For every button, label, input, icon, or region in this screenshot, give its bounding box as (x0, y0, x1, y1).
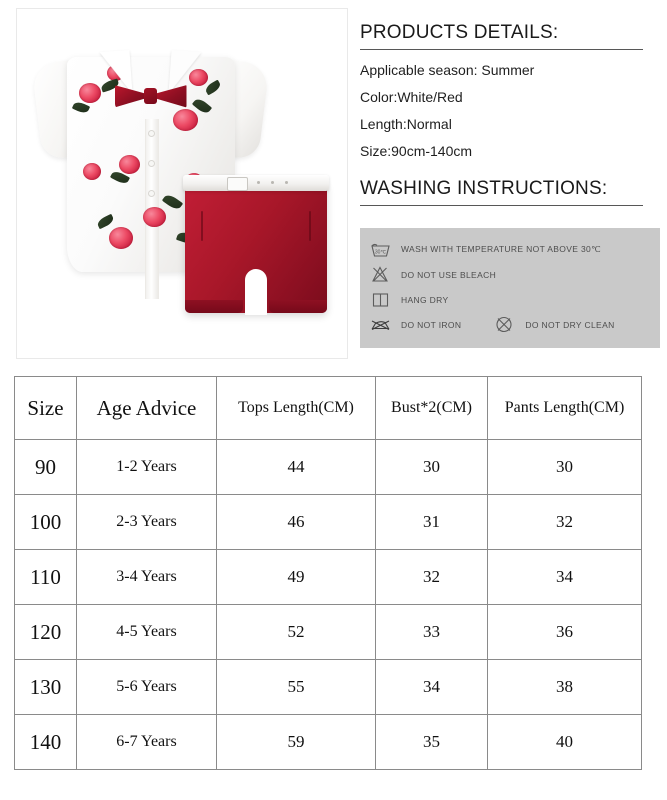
cell-pants: 40 (488, 715, 642, 770)
bow-tie (115, 83, 187, 109)
cell-bust: 32 (376, 550, 488, 605)
cell-bust: 33 (376, 605, 488, 660)
shirt-button (149, 161, 154, 166)
cell-bust: 30 (376, 440, 488, 495)
belt-buckle (227, 177, 248, 191)
washing-instructions-heading: WASHING INSTRUCTIONS: (360, 178, 608, 199)
leaf-motif (162, 192, 183, 211)
washing-symbols-panel (360, 228, 660, 348)
table-row (15, 715, 642, 770)
spec-size-range: Size:90cm-140cm (360, 143, 473, 159)
bow-tie-knot (144, 88, 157, 104)
washing-instructions-block (360, 178, 660, 206)
hang-dry-square-icon (369, 291, 391, 309)
shorts-pocket-right (309, 211, 311, 241)
cell-age: 5-6 Years (77, 660, 217, 715)
shirt-button (149, 131, 154, 136)
rose-motif (83, 163, 101, 180)
wash-instruction-label: DO NOT DRY CLEAN (525, 319, 615, 330)
table-row (15, 605, 642, 660)
cell-tops: 52 (217, 605, 376, 660)
product-photo-stage (17, 9, 347, 358)
cell-size: 90 (15, 440, 77, 495)
bow-tie-left-wing (115, 83, 147, 109)
product-photo (16, 8, 348, 359)
cell-bust: 34 (376, 660, 488, 715)
table-row (15, 495, 642, 550)
cell-age: 3-4 Years (77, 550, 217, 605)
table-header-row (15, 377, 642, 440)
rose-motif (79, 83, 101, 103)
do-not-iron-icon (369, 316, 391, 334)
product-overview-section (0, 0, 667, 360)
shorts-pocket-left (201, 211, 203, 241)
svg-text:30℃: 30℃ (374, 248, 386, 255)
cell-age: 2-3 Years (77, 495, 217, 550)
wash-instruction-label: WASH WITH TEMPERATURE NOT ABOVE 30℃ (401, 244, 602, 254)
belt-hole (285, 181, 288, 184)
cell-tops: 55 (217, 660, 376, 715)
column-header-bust: Bust*2(CM) (376, 377, 488, 440)
no-bleach-triangle-icon (369, 266, 391, 284)
wash-instruction-label: DO NOT USE BLEACH (401, 269, 497, 280)
cell-pants: 36 (488, 605, 642, 660)
cell-pants: 34 (488, 550, 642, 605)
cell-age: 1-2 Years (77, 440, 217, 495)
cell-size: 120 (15, 605, 77, 660)
cell-tops: 59 (217, 715, 376, 770)
cell-bust: 31 (376, 495, 488, 550)
do-not-dry-clean-icon (493, 316, 515, 334)
cell-size: 100 (15, 495, 77, 550)
size-chart-table (14, 376, 642, 770)
cell-size: 110 (15, 550, 77, 605)
cell-pants: 32 (488, 495, 642, 550)
wash-instruction-label: DO NOT IRON (401, 319, 462, 330)
wash-instruction-row (360, 287, 660, 312)
heading-divider (360, 49, 643, 50)
rose-motif (173, 109, 198, 131)
products-details-heading: PRODUCTS DETAILS: (360, 22, 559, 43)
shorts-hem-right (269, 300, 327, 313)
spec-length: Length:Normal (360, 116, 452, 132)
spec-color: Color:White/Red (360, 89, 463, 105)
wash-instruction-row (360, 262, 660, 287)
belt-hole (257, 181, 260, 184)
shorts-body (185, 181, 327, 313)
shorts-hem-left (185, 300, 243, 313)
column-header-age: Age Advice (77, 377, 217, 440)
wash-instruction-row (360, 237, 660, 262)
column-header-pants: Pants Length(CM) (488, 377, 642, 440)
wash-tub-30c-icon (369, 241, 391, 259)
leaf-motif (96, 214, 115, 230)
table-row (15, 550, 642, 605)
cell-bust: 35 (376, 715, 488, 770)
product-details-block (360, 22, 660, 206)
cell-tops: 49 (217, 550, 376, 605)
shorts-inseam-gap (245, 269, 267, 315)
table-row (15, 660, 642, 715)
rose-motif (119, 155, 140, 174)
cell-size: 130 (15, 660, 77, 715)
cell-size: 140 (15, 715, 77, 770)
washing-heading-divider (360, 205, 643, 206)
dry-clean-instruction-group (493, 316, 614, 334)
rose-motif (143, 207, 166, 227)
shirt-button (149, 191, 154, 196)
table-row (15, 440, 642, 495)
white-belt (183, 175, 329, 191)
cell-age: 4-5 Years (77, 605, 217, 660)
column-header-size: Size (15, 377, 77, 440)
cell-tops: 46 (217, 495, 376, 550)
spec-applicable-season: Applicable season: Summer (360, 62, 535, 78)
bow-tie-right-wing (155, 83, 187, 109)
cell-pants: 30 (488, 440, 642, 495)
rose-motif (109, 227, 133, 249)
wash-instruction-label: HANG DRY (401, 294, 449, 305)
cell-tops: 44 (217, 440, 376, 495)
wash-instruction-row (360, 312, 660, 337)
cell-pants: 38 (488, 660, 642, 715)
cell-age: 6-7 Years (77, 715, 217, 770)
belt-hole (271, 181, 274, 184)
red-shorts-illustration (185, 167, 327, 332)
column-header-tops: Tops Length(CM) (217, 377, 376, 440)
